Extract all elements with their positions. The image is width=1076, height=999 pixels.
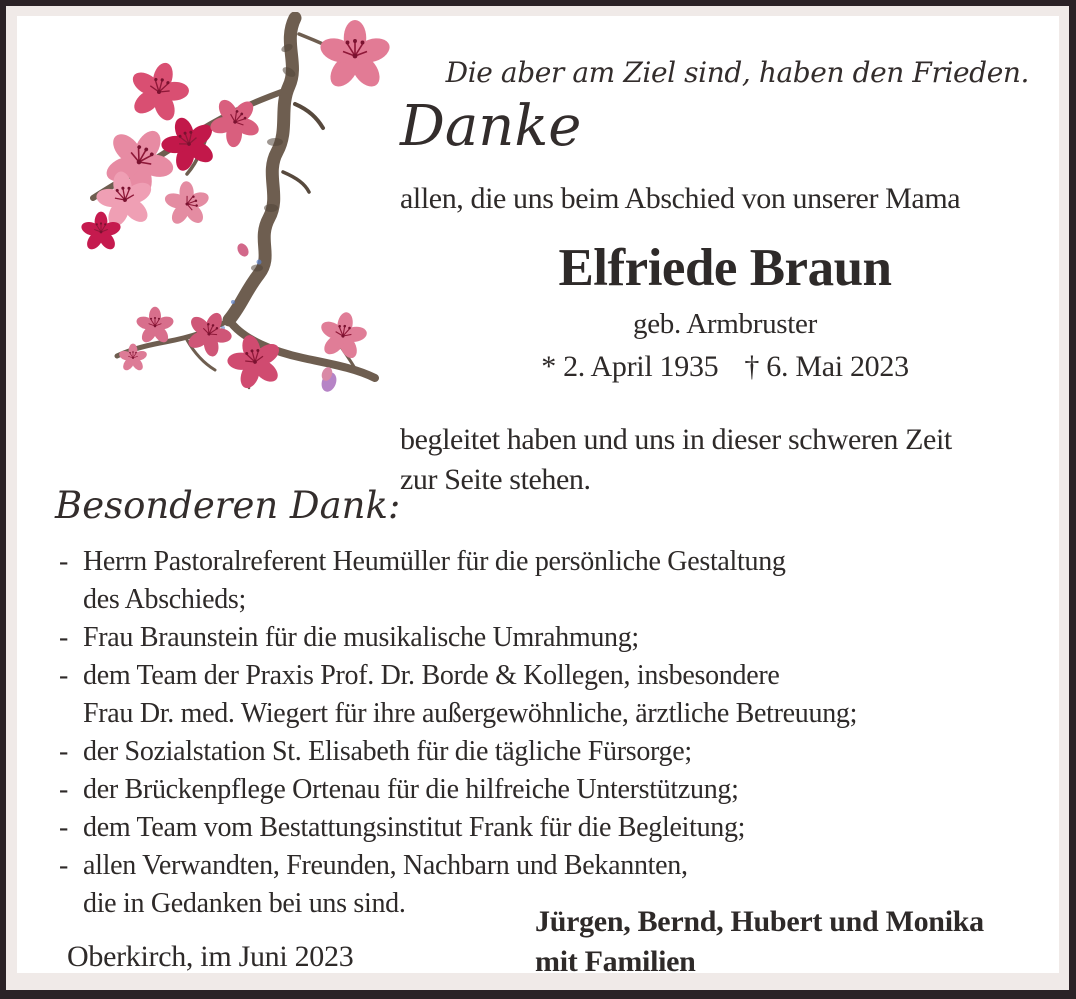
thanks-item-text: der Sozialstation St. Elisabeth für die tägliche Fürsorge; (83, 736, 692, 767)
continuation-text (400, 420, 952, 500)
thanks-item (59, 657, 1019, 733)
thanks-item (59, 619, 1019, 657)
signature-suffix: mit Familien (535, 945, 696, 978)
thanks-list (59, 543, 1019, 923)
thanks-item-text: der Brückenpflege Ortenau für die hilfreiche Unterstützung; (83, 774, 739, 805)
list-dash: - (59, 774, 69, 805)
thanks-title: Danke (400, 94, 582, 159)
deceased-block (400, 238, 1050, 384)
epigraph: Die aber am Ziel sind, haben den Frieden. (445, 56, 1029, 89)
thanks-item-text: Herrn Pastoralreferent Heumüller für die persönliche Gestaltung des Abschieds; (83, 546, 786, 615)
thanks-item-text: dem Team der Praxis Prof. Dr. Borde & Kollegen, insbesondere Frau Dr. med. Wiegert für ihre außergewöhnliche, ärztliche Betreuung; (83, 660, 858, 729)
thanks-item-text: dem Team vom Bestattungsinstitut Frank für die Begleitung; (83, 812, 746, 843)
signature-block (535, 902, 984, 982)
thanks-item (59, 543, 1019, 619)
place-dateline: Oberkirch, im Juni 2023 (67, 940, 354, 973)
life-dates (400, 350, 1050, 384)
maiden-name: geb. Armbruster (633, 307, 817, 340)
continuation-line-1: begleitet haben und uns in dieser schweren Zeit (400, 423, 952, 456)
list-dash: - (59, 546, 69, 577)
thanks-item (59, 809, 1019, 847)
cherry-blossom-illustration (37, 12, 427, 412)
card-surface (17, 16, 1059, 978)
deceased-name: Elfriede Braun (558, 239, 892, 297)
continuation-line-2: zur Seite stehen. (400, 463, 591, 496)
list-dash: - (59, 622, 69, 653)
birth-date: * 2. April 1935 (541, 349, 719, 383)
list-dash: - (59, 660, 69, 691)
list-dash: - (59, 812, 69, 843)
intro-line: allen, die uns beim Abschied von unserer Mama (400, 182, 961, 215)
thanks-item (59, 771, 1019, 809)
death-date: † 6. Mai 2023 (744, 349, 909, 383)
signature-names: Jürgen, Bernd, Hubert und Monika (535, 905, 984, 938)
thanks-item-text: Frau Braunstein für die musikalische Umrahmung; (83, 622, 639, 653)
special-thanks-heading: Besonderen Dank: (55, 484, 401, 527)
list-dash: - (59, 736, 69, 767)
thanks-item-text: allen Verwandten, Freunden, Nachbarn und Bekannten, die in Gedanken bei uns sind. (83, 850, 688, 919)
thanks-item (59, 733, 1019, 771)
list-dash: - (59, 850, 69, 881)
